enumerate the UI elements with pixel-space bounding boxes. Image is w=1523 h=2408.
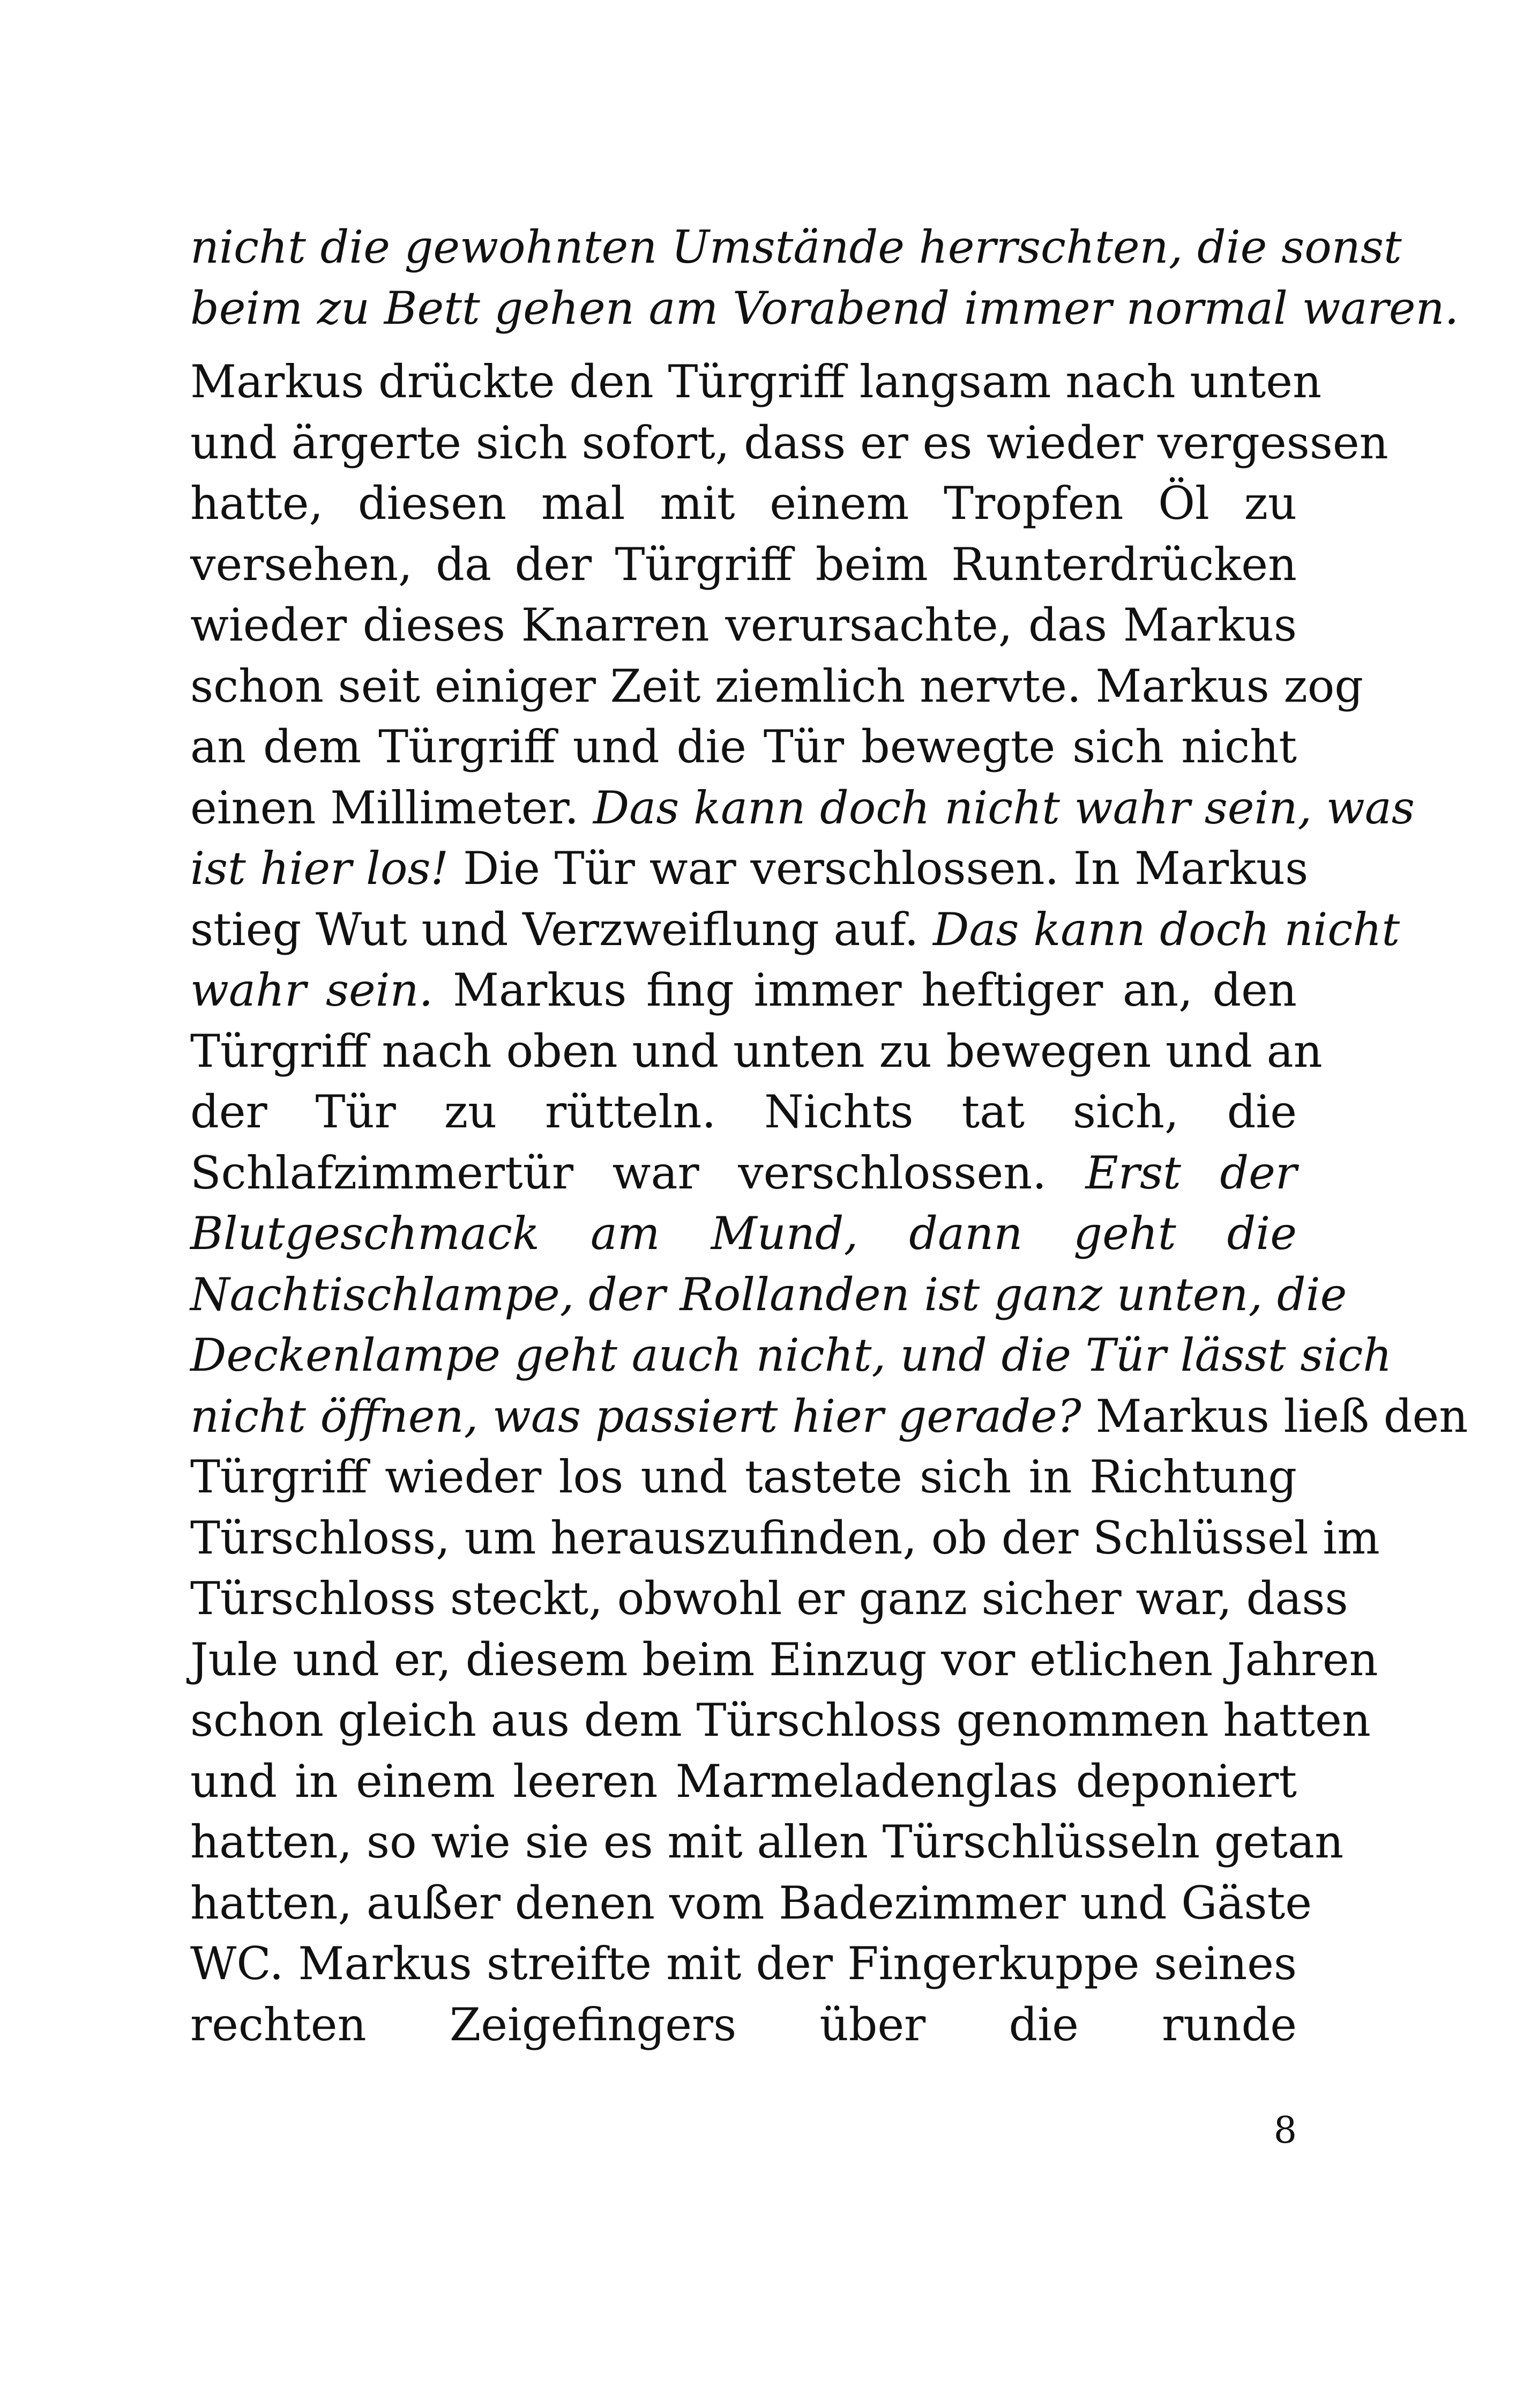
text-line [190, 1447, 1297, 1508]
italic-text-segment: Nachtischlampe, der Rollanden ist ganz unten, die [190, 1268, 1347, 1321]
text-line [190, 1569, 1348, 1630]
text-segment: und in einem leeren Marmeladenglas deponiert [190, 1755, 1297, 1808]
text-segment: an dem Türgriff und die Tür bewegte sich nicht [190, 720, 1297, 773]
text-line [190, 656, 1364, 717]
page-number: 8 [1273, 2109, 1297, 2152]
text-line [190, 1812, 1344, 1873]
book-page-text [190, 217, 1468, 2055]
italic-text-segment: Erst der [1085, 1146, 1297, 1199]
text-line [190, 278, 1459, 339]
text-segment: Türschloss, um herauszufinden, ob der Schlüssel im [190, 1511, 1380, 1564]
text-segment: Türgriff nach oben und unten zu bewegen und an [190, 1024, 1323, 1077]
text-line [190, 534, 1297, 596]
text-line [190, 1508, 1380, 1569]
text-segment: schon gleich aus dem Türschloss genommen hatten [190, 1694, 1371, 1746]
text-line [190, 1690, 1371, 1751]
text-line [190, 595, 1297, 656]
italic-text-segment: ist hier los! [190, 842, 449, 895]
text-line [190, 352, 1322, 413]
text-line [190, 1021, 1323, 1082]
text-segment: Markus ließ den [1081, 1389, 1468, 1443]
text-segment: stieg Wut und Verzweiflung auf. [190, 903, 933, 956]
text-line [190, 473, 1297, 534]
text-segment: einen Millimeter. [190, 781, 593, 834]
text-segment: WC. Markus streifte mit der Fingerkuppe seines [190, 1937, 1297, 1990]
text-segment: versehen, da der Türgriff beim Runterdrücken [190, 538, 1297, 591]
text-line [190, 778, 1415, 839]
text-segment: Türschloss steckt, obwohl er ganz sicher war, dass [190, 1572, 1348, 1625]
italic-text-segment: nicht die gewohnten Umstände herrschten, die sonst [190, 221, 1402, 273]
text-segment: der Tür zu rütteln. Nichts tat sich, die [190, 1086, 1297, 1138]
text-line [190, 838, 1309, 900]
text-line [190, 1082, 1297, 1143]
text-segment: hatte, diesen mal mit einem Tropfen Öl zu [190, 477, 1297, 530]
italic-text-segment: Das kann doch nicht [933, 903, 1400, 956]
text-line [190, 217, 1402, 278]
text-line [190, 1630, 1378, 1691]
text-line [190, 1325, 1392, 1386]
text-line [190, 1995, 1297, 2056]
text-segment: Jule und er, diesem beim Einzug vor etlichen Jahren [190, 1633, 1378, 1686]
text-segment: hatten, außer denen vom Badezimmer und Gäste [190, 1876, 1312, 1929]
text-line [190, 1386, 1468, 1447]
text-line [190, 900, 1400, 961]
italic-text-segment: nicht öffnen, was passiert hier gerade? [190, 1389, 1081, 1443]
text-line [190, 960, 1297, 1021]
text-segment: Schlafzimmertür war verschlossen. [190, 1146, 1086, 1199]
text-segment: schon seit einiger Zeit ziemlich nervte. Markus zog [190, 659, 1364, 712]
text-line [190, 1934, 1297, 1995]
text-line [190, 1203, 1297, 1265]
italic-text-segment: Das kann doch nicht wahr sein, was [593, 781, 1415, 834]
text-segment: Türgriff wieder los und tastete sich in Richtung [190, 1451, 1297, 1503]
text-segment: Markus fing immer heftiger an, den [433, 964, 1297, 1016]
italic-text-segment: wahr sein. [190, 964, 434, 1016]
italic-text-segment: beim zu Bett gehen am Vorabend immer normal waren. [190, 281, 1459, 335]
text-line [190, 717, 1297, 778]
text-segment: Die Tür war verschlossen. In Markus [449, 842, 1309, 895]
text-segment: wieder dieses Knarren verursachte, das Markus [190, 599, 1297, 651]
text-line [190, 1265, 1347, 1326]
italic-text-segment: Blutgeschmack am Mund, dann geht die [190, 1207, 1297, 1260]
text-line [190, 1143, 1297, 1204]
italic-text-segment: Deckenlampe geht auch nicht, und die Tür lässt sich [190, 1329, 1392, 1381]
text-segment: Markus drückte den Türgriff langsam nach unten [190, 355, 1322, 408]
text-segment: hatten, so wie sie es mit allen Türschlüsseln getan [190, 1816, 1344, 1868]
text-segment: rechten Zeigefingers über die runde [190, 1998, 1297, 2051]
text-line [190, 1751, 1297, 1812]
text-line [190, 1873, 1312, 1934]
text-segment: und ärgerte sich sofort, dass er es wieder vergessen [190, 416, 1388, 469]
text-line [190, 413, 1388, 474]
